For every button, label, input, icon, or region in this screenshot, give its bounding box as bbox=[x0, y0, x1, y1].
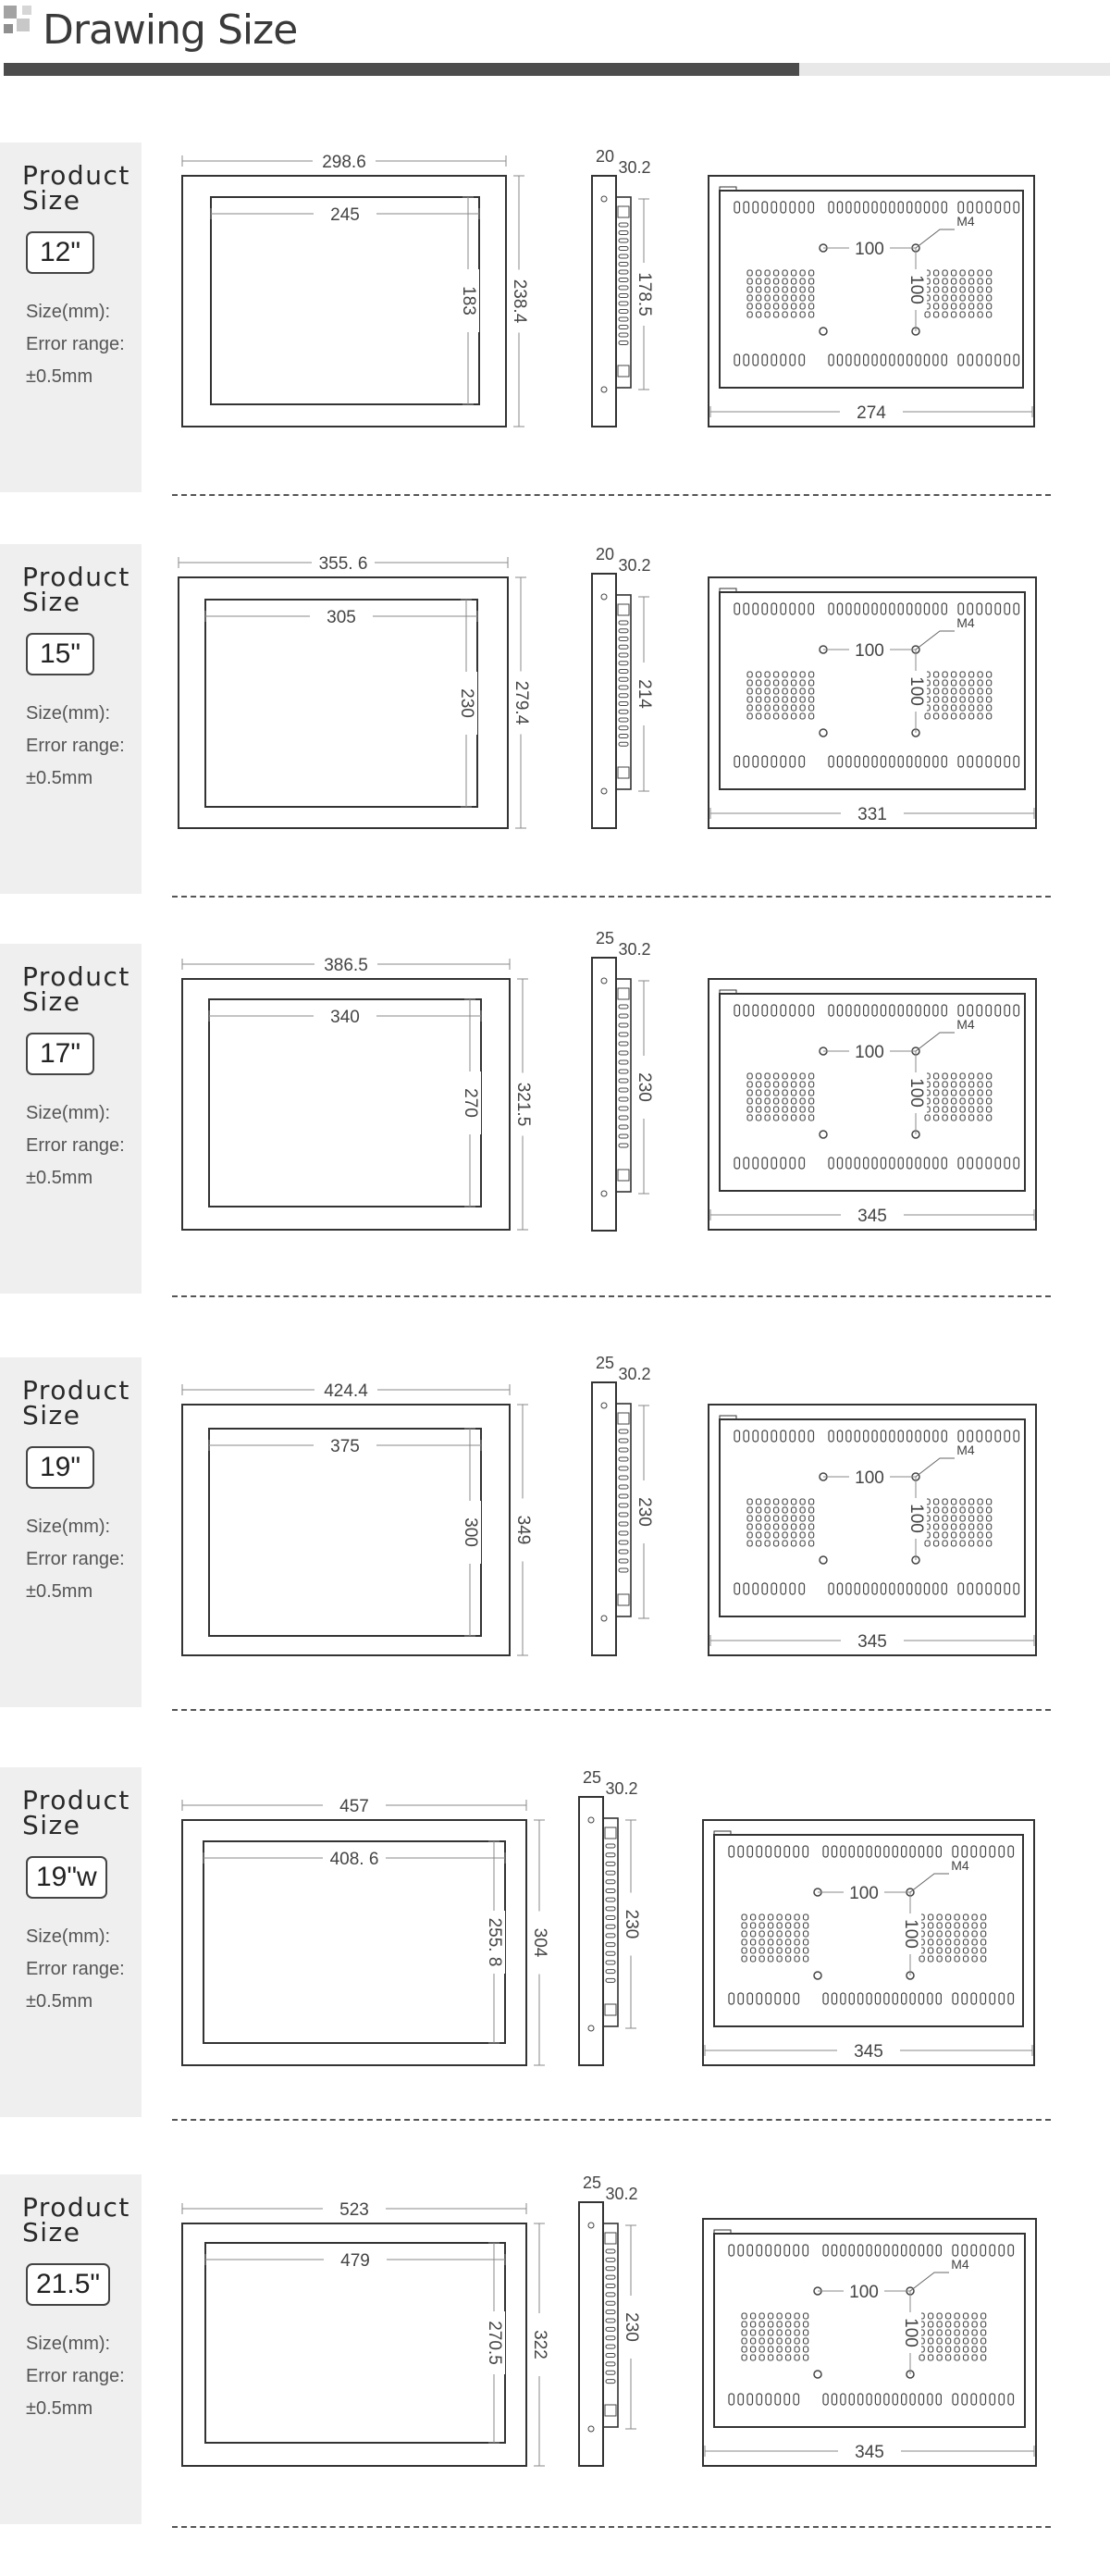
side-height-label: 230 bbox=[621, 1909, 641, 1939]
side-screw-icon bbox=[588, 2426, 594, 2432]
side-vent bbox=[619, 239, 628, 242]
side-screw-icon bbox=[588, 2223, 594, 2228]
front-width-label: 355. 6 bbox=[318, 554, 368, 574]
side-vent bbox=[619, 294, 628, 298]
side-depth-label: 25 bbox=[595, 1354, 615, 1372]
side-vent bbox=[619, 694, 628, 698]
side-screw-icon bbox=[588, 2025, 594, 2031]
spec-text: Size(mm): Error range: ±0.5mm bbox=[26, 1103, 125, 1188]
side-port-icon bbox=[605, 2233, 616, 2244]
side-vent bbox=[619, 718, 628, 722]
side-vent bbox=[606, 2380, 615, 2384]
side-vent bbox=[619, 742, 628, 746]
side-port-icon bbox=[618, 1594, 629, 1605]
side-screw-icon bbox=[601, 387, 607, 392]
side-vent bbox=[606, 2258, 615, 2261]
rear-width-label: 331 bbox=[857, 805, 887, 824]
side-screw-icon bbox=[588, 1817, 594, 1823]
front-height-label: 322 bbox=[529, 2330, 549, 2359]
side-vent bbox=[619, 231, 628, 235]
side-vent bbox=[606, 1898, 615, 1901]
side-depth-label: 25 bbox=[582, 1768, 602, 1787]
side-vent bbox=[606, 2301, 615, 2305]
vesa-hole-icon bbox=[820, 1131, 827, 1138]
side-vent bbox=[619, 1005, 628, 1009]
side-vent bbox=[619, 223, 628, 227]
rear-width-label: 345 bbox=[857, 1207, 887, 1226]
side-depth2-label: 30.2 bbox=[605, 2185, 638, 2203]
side-vent bbox=[619, 1079, 628, 1083]
drawing-group bbox=[182, 1354, 1036, 1655]
rear-width-label: 345 bbox=[855, 2443, 884, 2462]
screen-height-label: 230 bbox=[456, 688, 476, 718]
side-port-icon bbox=[618, 1413, 629, 1424]
product-size-label: Product Size bbox=[22, 562, 130, 617]
rear-screw-label: M4 bbox=[956, 1443, 975, 1457]
vesa-hole-icon bbox=[814, 1972, 821, 1979]
side-vent bbox=[606, 1862, 615, 1865]
side-screw-icon bbox=[601, 594, 607, 600]
side-vent bbox=[619, 326, 628, 329]
front-width-label: 298.6 bbox=[322, 153, 366, 172]
front-view-screen bbox=[205, 2243, 505, 2443]
side-depth2-label: 30.2 bbox=[618, 158, 651, 177]
side-depth-label: 20 bbox=[595, 545, 615, 564]
side-vent bbox=[619, 1504, 628, 1507]
side-vent bbox=[619, 662, 628, 665]
rear-view-frame bbox=[709, 176, 1034, 427]
side-vent bbox=[619, 263, 628, 266]
front-width-label: 424.4 bbox=[324, 1381, 368, 1401]
side-vent bbox=[619, 1448, 628, 1452]
side-height-label: 230 bbox=[634, 1072, 654, 1102]
rear-screw-label: M4 bbox=[956, 615, 975, 630]
side-view-back bbox=[603, 2223, 618, 2427]
rear-vesa-v-label: 100 bbox=[906, 1504, 926, 1533]
rear-vesa-h-label: 100 bbox=[855, 240, 884, 259]
side-vent bbox=[619, 1033, 628, 1036]
side-vent bbox=[619, 1014, 628, 1018]
rear-screw-label: M4 bbox=[951, 2257, 969, 2272]
front-height-label: 304 bbox=[529, 1927, 549, 1958]
size-badge: 17" bbox=[26, 1033, 94, 1075]
side-depth2-label: 30.2 bbox=[618, 940, 651, 959]
front-height-label: 321.5 bbox=[512, 1082, 533, 1127]
side-vent bbox=[619, 1513, 628, 1517]
size-badge: 12" bbox=[26, 231, 94, 274]
screen-height-label: 183 bbox=[458, 286, 478, 316]
side-port-icon bbox=[618, 206, 629, 217]
side-vent bbox=[619, 1531, 628, 1535]
product-size-label: Product Size bbox=[22, 961, 130, 1017]
side-vent bbox=[606, 1925, 615, 1928]
side-vent bbox=[619, 677, 628, 681]
side-vent bbox=[619, 1568, 628, 1572]
side-vent bbox=[619, 317, 628, 321]
side-vent bbox=[619, 653, 628, 657]
side-vent bbox=[619, 1541, 628, 1544]
side-vent bbox=[619, 1023, 628, 1027]
side-vent bbox=[619, 1430, 628, 1433]
rear-vesa-v-label: 100 bbox=[906, 275, 926, 304]
side-vent bbox=[619, 1042, 628, 1046]
screen-height-label: 270 bbox=[460, 1088, 480, 1118]
front-height-label: 349 bbox=[512, 1515, 533, 1545]
rear-width-label: 345 bbox=[857, 1632, 887, 1652]
side-vent bbox=[619, 686, 628, 689]
side-vent bbox=[606, 1907, 615, 1911]
side-vent bbox=[606, 2293, 615, 2297]
side-port-icon bbox=[618, 365, 629, 377]
side-depth-label: 25 bbox=[582, 2174, 602, 2192]
side-vent bbox=[619, 621, 628, 625]
side-vent bbox=[606, 1961, 615, 1964]
side-height-label: 178.5 bbox=[634, 272, 654, 316]
side-vent bbox=[606, 1943, 615, 1947]
rear-vesa-h-label: 100 bbox=[855, 641, 884, 661]
rear-vesa-v-label: 100 bbox=[900, 2318, 920, 2347]
side-vent bbox=[619, 310, 628, 314]
side-screw-icon bbox=[601, 1403, 607, 1408]
rear-vesa-h-label: 100 bbox=[849, 1884, 879, 1903]
side-view-body bbox=[592, 958, 616, 1231]
side-port-icon bbox=[618, 988, 629, 999]
drawing-group bbox=[182, 2174, 1036, 2466]
m4-leader bbox=[916, 1458, 955, 1477]
side-vent bbox=[619, 1494, 628, 1498]
side-view-back bbox=[616, 979, 631, 1192]
side-vent bbox=[619, 1550, 628, 1554]
side-vent bbox=[619, 247, 628, 251]
side-vent bbox=[619, 702, 628, 706]
front-height-label: 238.4 bbox=[509, 279, 529, 324]
rear-vesa-h-label: 100 bbox=[855, 1043, 884, 1062]
side-vent bbox=[619, 1476, 628, 1480]
side-view-back bbox=[616, 1404, 631, 1616]
side-port-icon bbox=[618, 604, 629, 615]
side-vent bbox=[606, 2285, 615, 2288]
spec-text: Size(mm): Error range: ±0.5mm bbox=[26, 1926, 125, 2012]
side-vent bbox=[619, 638, 628, 641]
drawing-group bbox=[179, 545, 1036, 828]
side-view-back bbox=[603, 1818, 618, 2026]
front-view-screen bbox=[204, 1841, 505, 2043]
side-vent bbox=[606, 2267, 615, 2271]
screen-height-label: 270.5 bbox=[484, 2321, 504, 2365]
m4-leader bbox=[910, 1874, 949, 1892]
side-vent bbox=[606, 2362, 615, 2366]
side-vent bbox=[606, 2319, 615, 2322]
side-vent bbox=[606, 2275, 615, 2279]
side-vent bbox=[619, 645, 628, 649]
side-vent bbox=[606, 1871, 615, 1875]
side-port-icon bbox=[605, 1827, 616, 1839]
side-vent bbox=[619, 1070, 628, 1073]
rear-vesa-h-label: 100 bbox=[849, 2283, 879, 2302]
product-size-label: Product Size bbox=[22, 1785, 130, 1840]
side-vent bbox=[619, 1559, 628, 1563]
rear-width-label: 345 bbox=[854, 2042, 883, 2062]
side-vent bbox=[619, 1051, 628, 1055]
spec-text: Size(mm): Error range: ±0.5mm bbox=[26, 302, 125, 387]
side-depth-label: 20 bbox=[595, 147, 615, 166]
side-vent bbox=[619, 333, 628, 337]
screen-height-label: 255. 8 bbox=[484, 1917, 504, 1967]
side-vent bbox=[619, 1457, 628, 1461]
rear-screw-label: M4 bbox=[951, 1858, 969, 1873]
rear-vesa-v-label: 100 bbox=[906, 1078, 926, 1108]
screen-width-label: 375 bbox=[330, 1437, 360, 1456]
side-depth2-label: 30.2 bbox=[618, 556, 651, 575]
side-vent bbox=[619, 710, 628, 713]
screen-height-label: 300 bbox=[460, 1517, 480, 1547]
side-vent bbox=[606, 1880, 615, 1884]
side-vent bbox=[619, 279, 628, 282]
side-vent bbox=[619, 1097, 628, 1101]
side-height-label: 214 bbox=[634, 679, 654, 709]
drawing-group bbox=[182, 929, 1036, 1231]
vesa-hole-icon bbox=[814, 2371, 821, 2378]
rear-screw-label: M4 bbox=[956, 214, 975, 229]
rear-vesa-h-label: 100 bbox=[855, 1468, 884, 1488]
front-view-screen bbox=[205, 600, 477, 807]
side-vent bbox=[619, 1467, 628, 1470]
side-screw-icon bbox=[601, 978, 607, 984]
side-port-icon bbox=[618, 767, 629, 778]
front-view-screen bbox=[211, 197, 479, 404]
screen-width-label: 340 bbox=[330, 1008, 360, 1027]
screen-width-label: 408. 6 bbox=[329, 1850, 379, 1869]
rear-vesa-v-label: 100 bbox=[906, 676, 926, 706]
m4-leader bbox=[916, 631, 955, 650]
front-view-screen bbox=[209, 1429, 481, 1636]
side-vent bbox=[606, 2354, 615, 2358]
vesa-hole-icon bbox=[820, 328, 827, 335]
side-vent bbox=[619, 1125, 628, 1129]
side-vent bbox=[619, 1522, 628, 1526]
side-vent bbox=[606, 2371, 615, 2374]
side-depth2-label: 30.2 bbox=[618, 1365, 651, 1383]
side-port-icon bbox=[605, 2405, 616, 2416]
side-vent bbox=[619, 1485, 628, 1489]
side-screw-icon bbox=[601, 1616, 607, 1621]
size-badge: 19"w bbox=[26, 1856, 107, 1899]
front-width-label: 386.5 bbox=[324, 956, 368, 975]
rear-vesa-v-label: 100 bbox=[900, 1919, 920, 1949]
spec-text: Size(mm): Error range: ±0.5mm bbox=[26, 703, 125, 788]
side-vent bbox=[619, 341, 628, 345]
side-vent bbox=[606, 1951, 615, 1955]
side-vent bbox=[619, 735, 628, 738]
side-vent bbox=[606, 2249, 615, 2253]
side-screw-icon bbox=[601, 788, 607, 794]
front-view-screen bbox=[209, 999, 481, 1207]
side-vent bbox=[619, 270, 628, 274]
m4-leader bbox=[916, 1033, 955, 1051]
side-vent bbox=[619, 1116, 628, 1120]
screen-width-label: 479 bbox=[340, 2251, 370, 2271]
side-vent bbox=[619, 1060, 628, 1064]
side-vent bbox=[619, 1439, 628, 1443]
front-height-label: 279.4 bbox=[511, 680, 531, 725]
side-screw-icon bbox=[601, 1191, 607, 1196]
side-vent bbox=[619, 1107, 628, 1110]
side-height-label: 230 bbox=[634, 1497, 654, 1527]
screen-width-label: 245 bbox=[330, 205, 360, 225]
side-vent bbox=[606, 2310, 615, 2314]
front-width-label: 523 bbox=[339, 2200, 369, 2220]
screen-width-label: 305 bbox=[327, 608, 356, 627]
product-size-label: Product Size bbox=[22, 2192, 130, 2248]
side-height-label: 230 bbox=[621, 2312, 641, 2342]
vesa-hole-icon bbox=[820, 729, 827, 737]
spec-text: Size(mm): Error range: ±0.5mm bbox=[26, 2334, 125, 2419]
m4-leader bbox=[910, 2273, 949, 2291]
side-view-back bbox=[616, 197, 631, 388]
side-vent bbox=[619, 286, 628, 290]
vesa-hole-icon bbox=[820, 1556, 827, 1564]
side-view-body bbox=[592, 574, 616, 828]
side-vent bbox=[606, 2336, 615, 2340]
side-depth2-label: 30.2 bbox=[605, 1779, 638, 1798]
side-vent bbox=[606, 1889, 615, 1892]
front-width-label: 457 bbox=[339, 1797, 369, 1816]
side-vent bbox=[619, 726, 628, 730]
side-vent bbox=[606, 1978, 615, 1982]
size-badge: 21.5" bbox=[26, 2263, 110, 2306]
m4-leader bbox=[916, 229, 955, 248]
side-view-body bbox=[592, 176, 616, 427]
drawing-group bbox=[182, 1768, 1034, 2065]
side-vent bbox=[619, 629, 628, 633]
side-vent bbox=[619, 1088, 628, 1092]
rear-width-label: 274 bbox=[857, 403, 886, 423]
side-vent bbox=[619, 1144, 628, 1147]
side-vent bbox=[606, 2345, 615, 2348]
side-vent bbox=[619, 302, 628, 305]
product-size-label: Product Size bbox=[22, 1375, 130, 1430]
side-vent bbox=[619, 254, 628, 258]
side-view-body bbox=[592, 1382, 616, 1655]
side-vent bbox=[606, 1916, 615, 1920]
side-vent bbox=[619, 1134, 628, 1138]
side-vent bbox=[606, 2327, 615, 2331]
size-badge: 15" bbox=[26, 633, 94, 675]
side-vent bbox=[606, 1844, 615, 1848]
side-vent bbox=[606, 1970, 615, 1974]
drawing-group bbox=[182, 147, 1034, 427]
side-depth-label: 25 bbox=[595, 929, 615, 947]
side-port-icon bbox=[605, 2004, 616, 2015]
product-size-label: Product Size bbox=[22, 160, 130, 216]
side-vent bbox=[606, 1853, 615, 1857]
size-badge: 19" bbox=[26, 1446, 94, 1489]
side-vent bbox=[619, 670, 628, 674]
spec-text: Size(mm): Error range: ±0.5mm bbox=[26, 1517, 125, 1602]
page-title: Drawing Size bbox=[43, 6, 298, 54]
rear-screw-label: M4 bbox=[956, 1017, 975, 1032]
side-vent bbox=[606, 1934, 615, 1938]
side-screw-icon bbox=[601, 196, 607, 202]
side-port-icon bbox=[618, 1170, 629, 1181]
